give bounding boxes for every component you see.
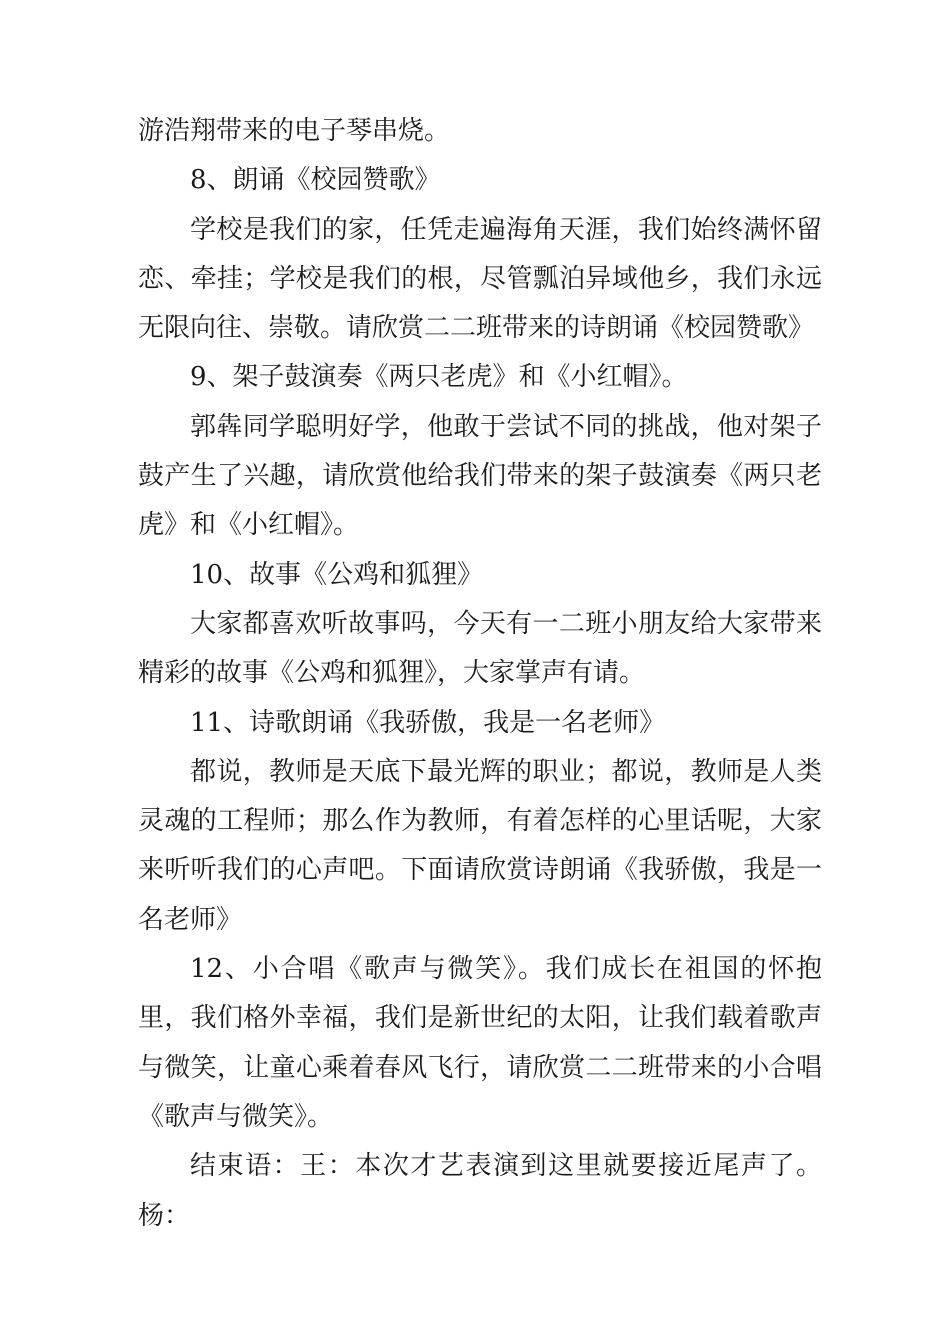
item-10-heading: 10、故事《公鸡和狐狸》 [190, 559, 484, 590]
item-8-intro: 学校是我们的家，任凭走遍海角天涯，我们始终满怀留恋、牵挂；学校是我们的根，尽管瓢泊异域他乡，我们永远无限向往、崇敬。请欣赏二二班带来的诗朗诵《校园赞歌》 [138, 214, 822, 344]
closing-remarks: 结束语：王：本次才艺表演到这里就要接近尾声了。杨： [138, 1151, 822, 1231]
item-12-paragraph: 12、小合唱《歌声与微笑》。我们成长在祖国的怀抱里，我们格外幸福，我们是新世纪的太阳，让我们载着歌声与微笑，让童心乘着春风飞行，请欣赏二二班带来的小合唱《歌声与微笑》。 [138, 954, 822, 1132]
item-11-heading: 11、诗歌朗诵《我骄傲，我是一名老师》 [190, 707, 666, 738]
item-9-intro: 郭犇同学聪明好学，他敢于尝试不同的挑战，他对架子鼓产生了兴趣，请欣赏他给我们带来的架子鼓演奏《两只老虎》和《小红帽》。 [138, 411, 822, 541]
item-8-heading: 8、朗诵《校园赞歌》 [190, 165, 441, 196]
item-11-intro: 都说，教师是天底下最光辉的职业；都说，教师是人类灵魂的工程师；那么作为教师，有着怎样的心里话呢，大家来听听我们的心声吧。下面请欣赏诗朗诵《我骄傲，我是一名老师》 [138, 756, 822, 935]
document-body [138, 107, 822, 1241]
paragraph-1: 游浩翔带来的电子琴串烧。 [138, 116, 451, 146]
item-9-heading: 9、架子鼓演奏《两只老虎》和《小红帽》。 [190, 362, 688, 393]
item-10-intro: 大家都喜欢听故事吗，今天有一二班小朋友给大家带来精彩的故事《公鸡和狐狸》，大家掌声有请。 [138, 608, 822, 689]
